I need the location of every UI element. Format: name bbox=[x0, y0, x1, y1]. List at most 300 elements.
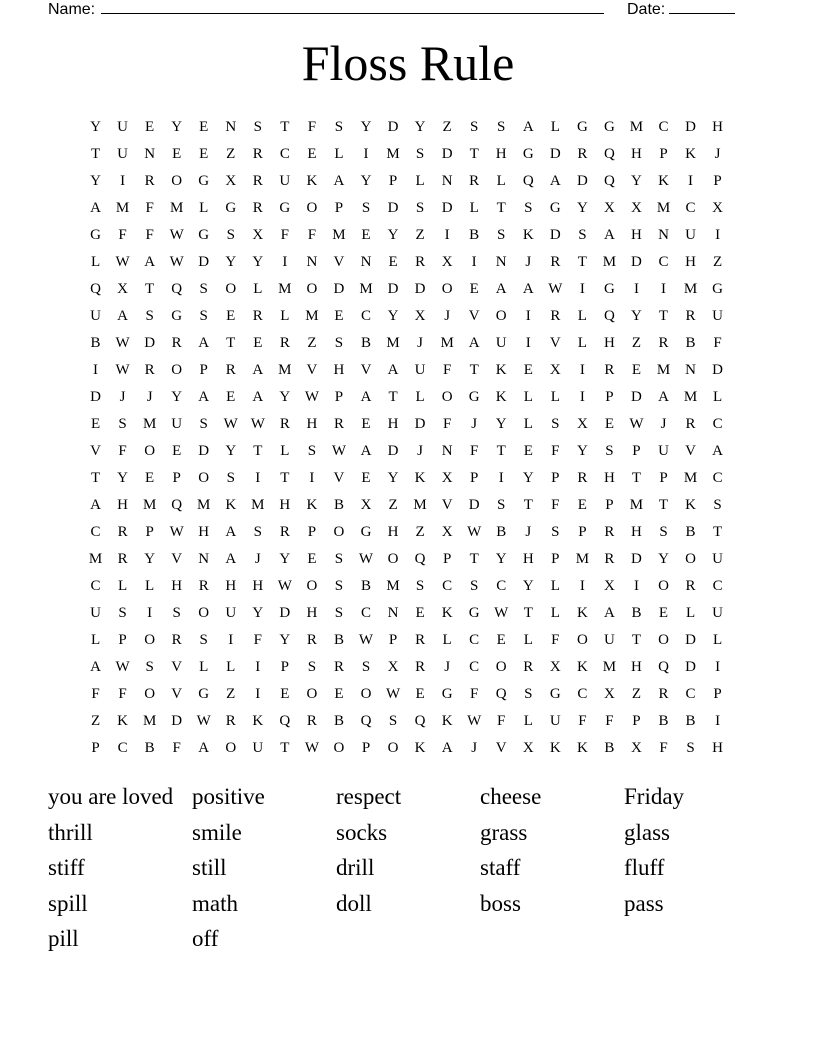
grid-row bbox=[82, 492, 732, 519]
grid-letter: D bbox=[414, 281, 426, 297]
grid-letter: M bbox=[683, 389, 698, 405]
grid-letter: R bbox=[306, 632, 317, 648]
grid-letter: W bbox=[250, 416, 265, 432]
grid-letter: R bbox=[604, 362, 615, 378]
grid-letter: L bbox=[469, 200, 479, 216]
grid-letter: B bbox=[360, 578, 371, 594]
grid-letter: C bbox=[658, 119, 669, 135]
grid-letter: X bbox=[603, 200, 615, 216]
grid-letter: R bbox=[225, 362, 236, 378]
grid-letter: G bbox=[576, 119, 588, 135]
grid-letter: B bbox=[360, 335, 371, 351]
grid-letter: F bbox=[145, 227, 154, 243]
grid-row bbox=[82, 276, 732, 303]
grid-letter: K bbox=[414, 740, 426, 756]
grid-letter: S bbox=[415, 200, 425, 216]
grid-letter: Y bbox=[360, 119, 372, 135]
grid-letter: E bbox=[172, 443, 182, 459]
grid-letter: Q bbox=[495, 686, 507, 702]
grid-letter: R bbox=[577, 470, 588, 486]
grid-letter: R bbox=[144, 173, 155, 189]
grid-letter: D bbox=[685, 119, 696, 135]
grid-letter: O bbox=[333, 740, 345, 756]
word-bank-item: glass bbox=[624, 819, 670, 845]
grid-row bbox=[82, 195, 732, 222]
grid-letter: G bbox=[441, 686, 453, 702]
grid-letter: S bbox=[118, 416, 127, 432]
grid-letter: Y bbox=[387, 227, 399, 243]
grid-letter: E bbox=[388, 254, 398, 270]
grid-letter: I bbox=[715, 713, 721, 729]
grid-letter: D bbox=[631, 389, 642, 405]
grid-letter: A bbox=[360, 389, 372, 405]
grid-letter: F bbox=[442, 416, 452, 432]
grid-letter: S bbox=[605, 443, 614, 459]
grid-letter: P bbox=[388, 632, 398, 648]
grid-letter: U bbox=[495, 335, 507, 351]
grid-letter: V bbox=[306, 362, 318, 378]
grid-letter: S bbox=[334, 551, 344, 567]
grid-letter: S bbox=[307, 659, 317, 675]
grid-letter: M bbox=[359, 281, 373, 297]
page-title: Floss Rule bbox=[301, 35, 515, 91]
grid-letter: O bbox=[495, 659, 507, 675]
grid-letter: F bbox=[442, 362, 452, 378]
word-bank-item: pill bbox=[48, 926, 79, 951]
grid-letter: R bbox=[333, 659, 344, 675]
grid-letter: P bbox=[632, 443, 641, 459]
grid-letter: R bbox=[685, 578, 696, 594]
grid-letter: O bbox=[171, 173, 183, 189]
grid-letter: P bbox=[307, 524, 317, 540]
grid-letter: A bbox=[252, 389, 264, 405]
grid-letter: O bbox=[198, 605, 210, 621]
grid-letter: W bbox=[629, 416, 644, 432]
grid-letter: M bbox=[656, 200, 671, 216]
grid-letter: T bbox=[658, 308, 669, 324]
grid-letter: K bbox=[522, 227, 534, 243]
grid-letter: P bbox=[199, 362, 208, 378]
grid-letter: M bbox=[656, 362, 671, 378]
grid-letter: S bbox=[307, 443, 317, 459]
grid-letter: O bbox=[333, 524, 345, 540]
grid-letter: R bbox=[415, 659, 426, 675]
grid-letter: F bbox=[91, 686, 100, 702]
grid-letter: Y bbox=[252, 605, 264, 621]
word-bank-item: thrill bbox=[48, 819, 93, 845]
grid-letter: X bbox=[549, 362, 561, 378]
grid-letter: S bbox=[551, 524, 560, 540]
grid-letter: M bbox=[88, 551, 103, 567]
grid-letter: E bbox=[415, 605, 425, 621]
grid-letter: L bbox=[550, 605, 560, 621]
grid-letter: Y bbox=[225, 443, 237, 459]
grid-letter: Y bbox=[225, 254, 237, 270]
grid-letter: D bbox=[198, 443, 210, 459]
grid-letter: D bbox=[685, 659, 696, 675]
grid-letter: E bbox=[280, 686, 290, 702]
grid-letter: P bbox=[551, 551, 560, 567]
grid-letter: L bbox=[226, 659, 236, 675]
date-field bbox=[627, 0, 735, 20]
grid-letter: L bbox=[523, 389, 533, 405]
grid-letter: N bbox=[306, 254, 318, 270]
grid-letter: A bbox=[198, 335, 210, 351]
grid-letter: A bbox=[522, 119, 534, 135]
grid-letter: W bbox=[169, 227, 184, 243]
grid-letter: H bbox=[333, 362, 345, 378]
grid-letter: G bbox=[360, 524, 372, 540]
grid-letter: X bbox=[441, 470, 453, 486]
grid-letter: C bbox=[279, 146, 290, 162]
grid-letter: Y bbox=[279, 389, 291, 405]
grid-letter: Y bbox=[171, 119, 183, 135]
grid-letter: C bbox=[442, 578, 453, 594]
grid-letter: Y bbox=[279, 551, 291, 567]
grid-letter: D bbox=[441, 200, 453, 216]
grid-letter: J bbox=[471, 416, 478, 432]
grid-letter: K bbox=[225, 497, 237, 513]
grid-letter: I bbox=[282, 254, 288, 270]
grid-letter: R bbox=[117, 524, 128, 540]
grid-letter: X bbox=[117, 281, 128, 297]
grid-letter: U bbox=[658, 443, 669, 459]
grid-letter: W bbox=[115, 659, 130, 675]
grid-row bbox=[82, 249, 732, 276]
grid-letter: D bbox=[549, 227, 561, 243]
grid-letter: F bbox=[253, 632, 262, 648]
grid-letter: H bbox=[712, 740, 724, 756]
grid-letter: W bbox=[304, 389, 319, 405]
grid-letter: F bbox=[713, 335, 722, 351]
grid-letter: K bbox=[306, 173, 318, 189]
grid-letter: A bbox=[90, 200, 101, 216]
grid-letter: C bbox=[469, 659, 480, 675]
grid-letter: L bbox=[550, 578, 560, 594]
grid-letter: Z bbox=[631, 686, 642, 702]
grid-letter: Q bbox=[360, 713, 372, 729]
grid-letter: E bbox=[253, 335, 263, 351]
grid-letter: W bbox=[548, 281, 563, 297]
grid-letter: I bbox=[525, 335, 531, 351]
grid-letter: F bbox=[470, 686, 479, 702]
grid-letter: D bbox=[198, 254, 210, 270]
grid-letter: S bbox=[334, 119, 344, 135]
grid-letter: D bbox=[685, 632, 696, 648]
grid-letter: F bbox=[551, 443, 560, 459]
grid-letter: H bbox=[603, 470, 615, 486]
grid-letter: D bbox=[631, 551, 642, 567]
grid-letter: A bbox=[225, 551, 237, 567]
grid-letter: F bbox=[307, 227, 317, 243]
grid-letter: U bbox=[712, 605, 724, 621]
grid-letter: O bbox=[685, 551, 696, 567]
grid-letter: S bbox=[145, 308, 154, 324]
grid-letter: O bbox=[144, 686, 156, 702]
grid-letter: U bbox=[279, 173, 291, 189]
grid-letter: W bbox=[467, 524, 482, 540]
word-bank-item: stiff bbox=[48, 855, 85, 880]
grid-letter: S bbox=[497, 227, 506, 243]
grid-letter: I bbox=[498, 470, 504, 486]
grid-letter: D bbox=[387, 119, 399, 135]
grid-letter: L bbox=[415, 173, 425, 189]
word-bank-item: staff bbox=[480, 855, 521, 880]
grid-letter: S bbox=[199, 632, 208, 648]
grid-letter: J bbox=[119, 389, 126, 405]
grid-letter: K bbox=[117, 713, 128, 729]
grid-letter: W bbox=[494, 605, 509, 621]
grid-letter: L bbox=[199, 200, 209, 216]
grid-letter: M bbox=[386, 146, 400, 162]
grid-letter: P bbox=[578, 524, 587, 540]
grid-letter: W bbox=[169, 254, 184, 270]
grid-letter: C bbox=[712, 470, 723, 486]
grid-letter: R bbox=[171, 335, 182, 351]
grid-letter: R bbox=[279, 335, 290, 351]
grid-letter: I bbox=[633, 578, 639, 594]
grid-letter: J bbox=[444, 659, 451, 675]
grid-letter: F bbox=[659, 740, 668, 756]
grid-row bbox=[82, 357, 732, 384]
grid-letter: H bbox=[495, 146, 507, 162]
grid-letter: U bbox=[685, 227, 696, 243]
grid-letter: S bbox=[578, 227, 587, 243]
grid-letter: Y bbox=[387, 470, 399, 486]
grid-letter: M bbox=[683, 470, 698, 486]
grid-letter: E bbox=[415, 686, 425, 702]
grid-letter: S bbox=[226, 470, 235, 486]
grid-letter: P bbox=[172, 470, 181, 486]
grid-letter: V bbox=[360, 362, 372, 378]
grid-letter: C bbox=[685, 686, 696, 702]
grid-letter: D bbox=[468, 497, 480, 513]
grid-letter: I bbox=[525, 308, 531, 324]
grid-letter: J bbox=[146, 389, 153, 405]
grid-letter: M bbox=[602, 254, 617, 270]
grid-letter: C bbox=[117, 740, 128, 756]
grid-letter: R bbox=[279, 416, 290, 432]
grid-letter: G bbox=[90, 227, 101, 243]
grid-letter: B bbox=[685, 335, 696, 351]
grid-letter: I bbox=[120, 173, 126, 189]
grid-letter: P bbox=[118, 632, 127, 648]
grid-letter: O bbox=[576, 632, 588, 648]
grid-letter: A bbox=[658, 389, 669, 405]
grid-letter: N bbox=[387, 605, 399, 621]
grid-letter: O bbox=[306, 686, 318, 702]
grid-letter: W bbox=[358, 632, 374, 648]
grid-letter: P bbox=[713, 686, 722, 702]
name-field bbox=[48, 0, 604, 20]
grid-letter: A bbox=[198, 740, 210, 756]
grid-letter: T bbox=[90, 470, 101, 486]
grid-letter: E bbox=[226, 389, 236, 405]
grid-letter: L bbox=[713, 389, 723, 405]
grid-letter: E bbox=[199, 146, 209, 162]
grid-letter: Z bbox=[713, 254, 723, 270]
grid-letter: X bbox=[441, 254, 453, 270]
grid-letter: V bbox=[549, 335, 561, 351]
grid-letter: D bbox=[333, 281, 345, 297]
grid-letter: I bbox=[255, 659, 261, 675]
grid-letter: U bbox=[225, 605, 237, 621]
grid-letter: O bbox=[387, 740, 399, 756]
grid-letter: R bbox=[550, 308, 561, 324]
name-blank-line bbox=[101, 0, 604, 14]
grid-letter: X bbox=[441, 524, 453, 540]
grid-letter: A bbox=[603, 227, 615, 243]
grid-letter: Q bbox=[658, 659, 669, 675]
grid-letter: T bbox=[90, 146, 101, 162]
word-bank-item: smile bbox=[192, 819, 242, 845]
grid-letter: S bbox=[713, 497, 722, 513]
grid-letter: A bbox=[387, 362, 399, 378]
grid-letter: P bbox=[334, 389, 344, 405]
grid-letter: S bbox=[145, 659, 154, 675]
grid-letter: O bbox=[306, 578, 318, 594]
grid-letter: I bbox=[147, 605, 153, 621]
grid-letter: K bbox=[576, 740, 588, 756]
grid-letter: R bbox=[252, 200, 263, 216]
grid-letter: D bbox=[712, 362, 724, 378]
grid-letter: R bbox=[658, 686, 669, 702]
grid-letter: N bbox=[441, 173, 453, 189]
grid-letter: I bbox=[444, 227, 450, 243]
grid-row bbox=[82, 438, 732, 465]
grid-letter: A bbox=[117, 308, 128, 324]
grid-letter: L bbox=[442, 632, 452, 648]
grid-letter: W bbox=[223, 416, 238, 432]
grid-letter: W bbox=[331, 443, 347, 459]
grid-letter: S bbox=[334, 335, 344, 351]
grid-letter: E bbox=[307, 146, 317, 162]
grid-letter: R bbox=[252, 146, 263, 162]
grid-letter: V bbox=[171, 686, 183, 702]
grid-letter: D bbox=[576, 173, 588, 189]
grid-letter: N bbox=[144, 146, 156, 162]
grid-letter: U bbox=[171, 416, 183, 432]
grid-letter: X bbox=[549, 659, 561, 675]
grid-letter: P bbox=[551, 470, 560, 486]
grid-row bbox=[82, 735, 732, 762]
grid-letter: I bbox=[715, 659, 721, 675]
grid-letter: I bbox=[309, 470, 315, 486]
grid-letter: H bbox=[522, 551, 534, 567]
grid-letter: L bbox=[199, 659, 209, 675]
grid-letter: A bbox=[712, 443, 724, 459]
grid-letter: D bbox=[171, 713, 183, 729]
grid-letter: G bbox=[712, 281, 724, 297]
grid-letter: N bbox=[658, 227, 669, 243]
grid-letter: R bbox=[469, 173, 480, 189]
grid-letter: K bbox=[252, 713, 264, 729]
grid-letter: E bbox=[145, 119, 155, 135]
grid-letter: O bbox=[441, 281, 453, 297]
grid-letter: Q bbox=[414, 713, 426, 729]
grid-row bbox=[82, 627, 732, 654]
grid-letter: R bbox=[225, 713, 236, 729]
grid-letter: T bbox=[631, 632, 642, 648]
grid-letter: Y bbox=[414, 119, 426, 135]
grid-letter: R bbox=[685, 308, 696, 324]
grid-letter: H bbox=[631, 146, 642, 162]
grid-letter: I bbox=[471, 254, 477, 270]
grid-letter: P bbox=[280, 659, 290, 675]
grid-letter: Y bbox=[522, 578, 534, 594]
grid-letter: X bbox=[225, 173, 237, 189]
grid-letter: S bbox=[497, 119, 506, 135]
grid-letter: O bbox=[144, 632, 156, 648]
grid-letter: A bbox=[225, 524, 237, 540]
grid-letter: T bbox=[631, 470, 642, 486]
grid-letter: M bbox=[142, 713, 157, 729]
grid-letter: P bbox=[91, 740, 100, 756]
grid-letter: N bbox=[225, 119, 237, 135]
grid-letter: G bbox=[225, 200, 237, 216]
grid-letter: Y bbox=[90, 173, 101, 189]
name-label: Name: bbox=[48, 1, 96, 18]
word-bank-item: boss bbox=[480, 890, 521, 916]
grid-letter: L bbox=[90, 254, 101, 270]
grid-letter: T bbox=[253, 443, 263, 459]
grid-letter: S bbox=[253, 524, 262, 540]
grid-letter: E bbox=[361, 227, 371, 243]
grid-letter: A bbox=[549, 173, 561, 189]
grid-letter: E bbox=[90, 416, 101, 432]
grid-letter: Z bbox=[442, 119, 452, 135]
word-bank-item: pass bbox=[624, 890, 664, 916]
grid-letter: O bbox=[658, 632, 669, 648]
grid-letter: I bbox=[633, 281, 639, 297]
grid-letter: M bbox=[305, 308, 319, 324]
grid-letter: S bbox=[415, 146, 425, 162]
grid-letter: I bbox=[715, 227, 721, 243]
grid-letter: T bbox=[145, 281, 155, 297]
grid-letter: M bbox=[629, 119, 644, 135]
grid-letter: Z bbox=[226, 686, 236, 702]
grid-letter: X bbox=[360, 497, 372, 513]
grid-row bbox=[82, 114, 732, 141]
grid-letter: B bbox=[333, 713, 344, 729]
grid-letter: O bbox=[225, 281, 237, 297]
grid-letter: H bbox=[306, 416, 318, 432]
grid-letter: B bbox=[333, 632, 344, 648]
grid-letter: T bbox=[280, 470, 290, 486]
grid-letter: S bbox=[199, 281, 208, 297]
grid-letter: W bbox=[385, 686, 401, 702]
grid-letter: P bbox=[713, 173, 722, 189]
grid-letter: E bbox=[469, 281, 479, 297]
grid-letter: N bbox=[685, 362, 696, 378]
grid-letter: X bbox=[712, 200, 724, 216]
grid-letter: Z bbox=[90, 713, 101, 729]
grid-letter: I bbox=[579, 578, 585, 594]
grid-letter: D bbox=[279, 605, 291, 621]
grid-letter: W bbox=[358, 551, 374, 567]
grid-letter: E bbox=[523, 362, 533, 378]
grid-letter: L bbox=[685, 605, 696, 621]
grid-letter: P bbox=[605, 389, 614, 405]
grid-letter: O bbox=[306, 200, 318, 216]
grid-letter: M bbox=[413, 497, 427, 513]
word-bank-item: off bbox=[192, 926, 219, 951]
word-bank-item: respect bbox=[336, 784, 402, 809]
grid-letter: S bbox=[470, 119, 479, 135]
grid-letter: P bbox=[388, 173, 398, 189]
grid-letter: A bbox=[522, 281, 534, 297]
grid-letter: G bbox=[603, 119, 615, 135]
